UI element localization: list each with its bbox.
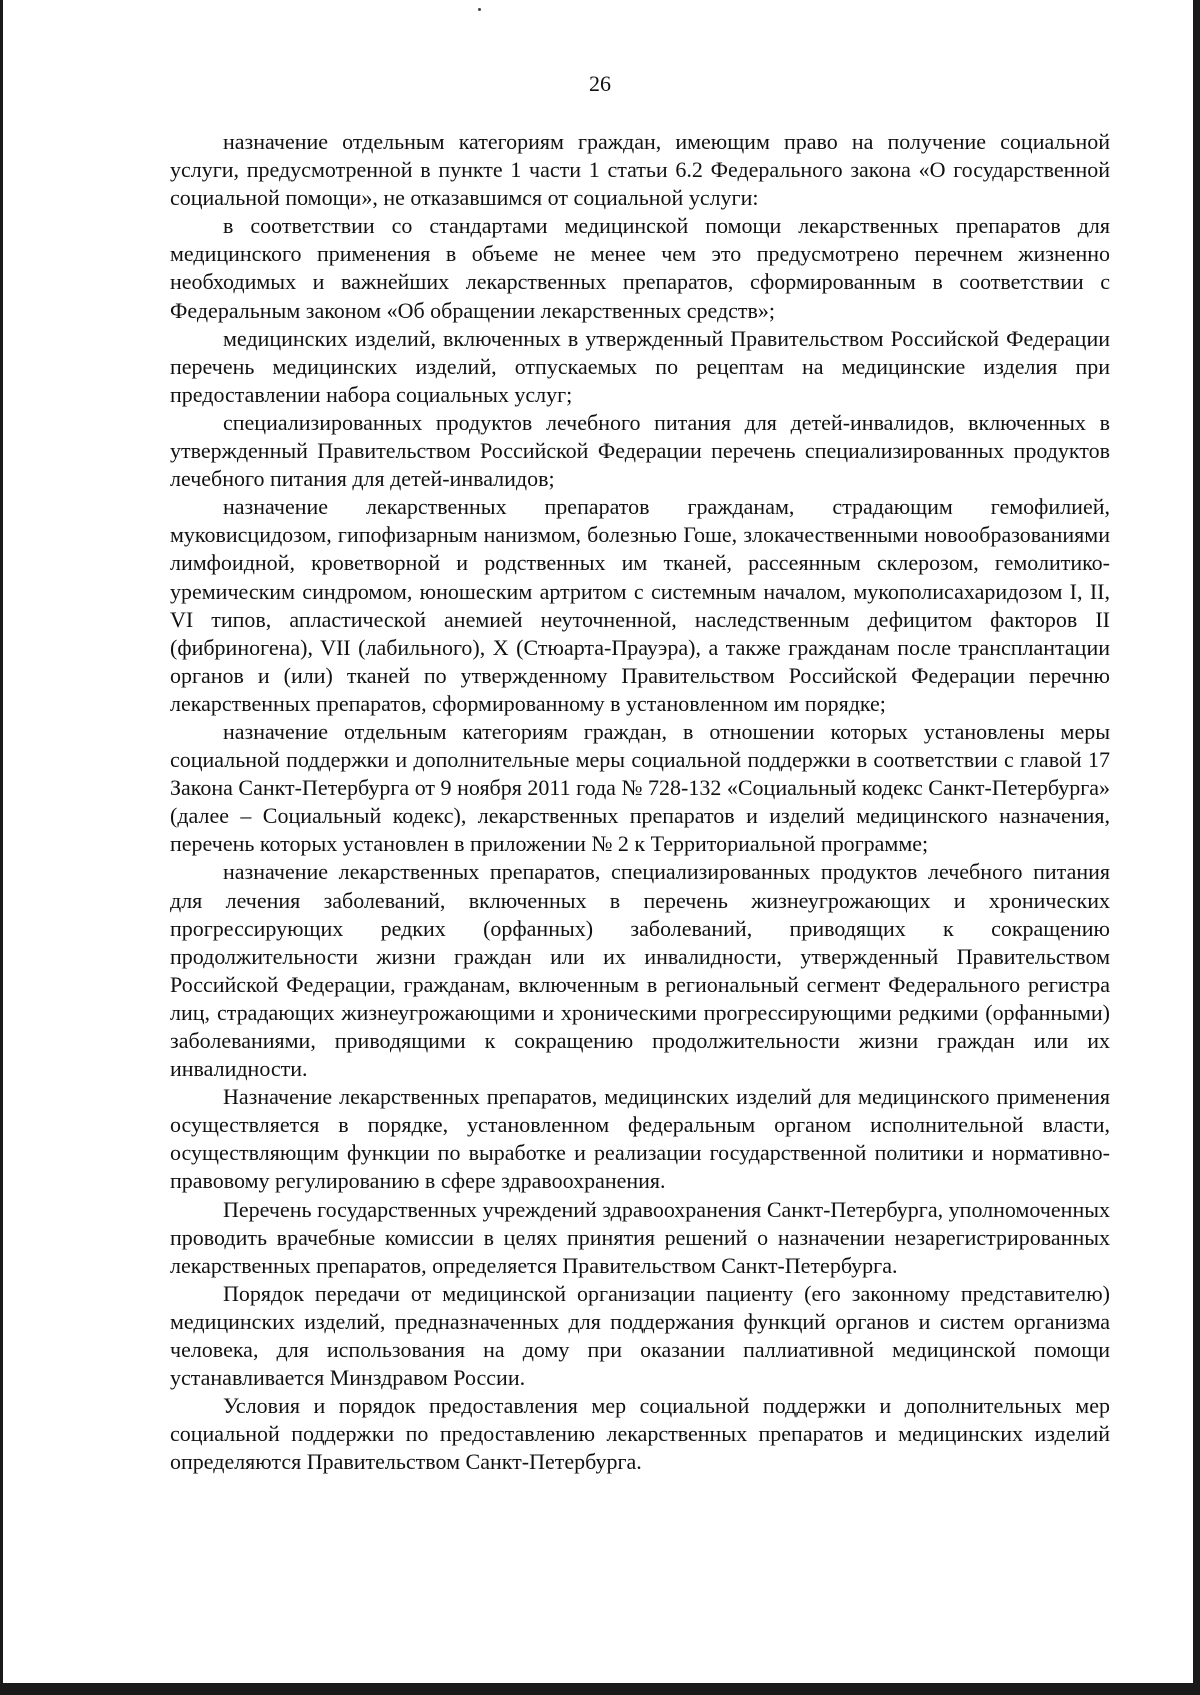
paragraph-5: назначение лекарственных препаратов гражданам, страдающим гемофилией, муковисцидозом, гипофизарным нанизмом, болезнью Гоше, злокачественными новообразованиями лимфоидной, кроветворной и родственных им тканей, рассеянным склерозом, гемолитико-уремическим синдромом, юношеским артритом с системным началом, мукополисахаридозом I, II, VI типов, апластической анемией неуточненной, наследственным дефицитом факторов II (фибриногена), VII (лабильного), X (Стюарта-Прауэра), а также гражданам после трансплантации органов и (или) тканей по утвержденному Правительством Российской Федерации перечню лекарственных препаратов, сформированному в установленном им порядке;	[170, 494, 1110, 716]
paragraph-4: специализированных продуктов лечебного питания для детей-инвалидов, включенных в утвержденный Правительством Российской Федерации перечень специализированных продуктов лечебного питания для детей-инвалидов;	[170, 409, 1110, 492]
scan-border-bottom	[0, 1683, 1200, 1695]
page-number: 26	[589, 71, 611, 96]
scan-border-left	[0, 0, 3, 1695]
paragraph-9: Перечень государственных учреждений здравоохранения Санкт-Петербурга, уполномоченных проводить врачебные комиссии в целях принятия решений о назначении незарегистрированных лекарственных препаратов, определяется Правительством Санкт-Петербурга.	[170, 1196, 1110, 1278]
paragraph-8: Назначение лекарственных препаратов, медицинских изделий для медицинского применения осуществляется в порядке, установленном федеральным органом исполнительной власти, осуществляющим функции по выработке и реализации государственной политики и нормативно-правовому регулированию в сфере здравоохранения.	[170, 1084, 1110, 1194]
paragraph-10: Порядок передачи от медицинской организации пациенту (его законному представителю) медицинских изделий, предназначенных для поддержания функций органов и систем организма человека, для использования на дому при оказании паллиативной медицинской помощи устанавливается Минздравом России.	[170, 1280, 1110, 1391]
paragraph-3: медицинских изделий, включенных в утвержденный Правительством Российской Федерации перечень медицинских изделий, отпускаемых по рецептам на медицинские изделия при предоставлении набора социальных услуг;	[170, 325, 1110, 407]
paragraph-2: в соответствии со стандартами медицинской помощи лекарственных препаратов для медицинского применения в объеме не менее чем это предусмотрено перечнем жизненно необходимых и важнейших лекарственных препаратов, сформированным в соответствии с Федеральным законом «Об обращении лекарственных средств»;	[170, 213, 1110, 323]
document-body	[170, 128, 1110, 1477]
paragraph-11: Условия и порядок предоставления мер социальной поддержки и дополнительных мер социальной поддержки по предоставлению лекарственных препаратов и медицинских изделий определяются Правительством Санкт-Петербурга.	[170, 1393, 1110, 1475]
paragraph-6: назначение отдельным категориям граждан, в отношении которых установлены меры социальной поддержки и дополнительные меры социальной поддержки в соответствии с главой 17 Закона Санкт-Петербурга от 9 ноября 2011 года № 728-132 «Социальный кодекс Санкт-Петербурга» (далее – Социальный кодекс), лекарственных препаратов и изделий медицинского назначения, перечень которых установлен в приложении № 2 к Территориальной программе;	[170, 718, 1110, 857]
paragraph-1: назначение отдельным категориям граждан, имеющим право на получение социальной услуги, предусмотренной в пункте 1 части 1 статьи 6.2 Федерального закона «О государственной социальной помощи», не отказавшимся от социальной услуги:	[170, 129, 1110, 211]
paragraph-7: назначение лекарственных препаратов, специализированных продуктов лечебного питания для лечения заболеваний, включенных в перечень жизнеугрожающих и хронических прогрессирующих редких (орфанных) заболеваний, приводящих к сокращению продолжительности жизни граждан или их инвалидности, утвержденный Правительством Российской Федерации, гражданам, включенным в региональный сегмент Федерального регистра лиц, страдающих жизнеугрожающими и хроническими прогрессирующими редкими (орфанными) заболеваниями, приводящими к сокращению продолжительности жизни граждан или их инвалидности.	[170, 859, 1110, 1082]
scan-speck	[478, 8, 481, 11]
scan-border-right	[1193, 0, 1200, 1695]
